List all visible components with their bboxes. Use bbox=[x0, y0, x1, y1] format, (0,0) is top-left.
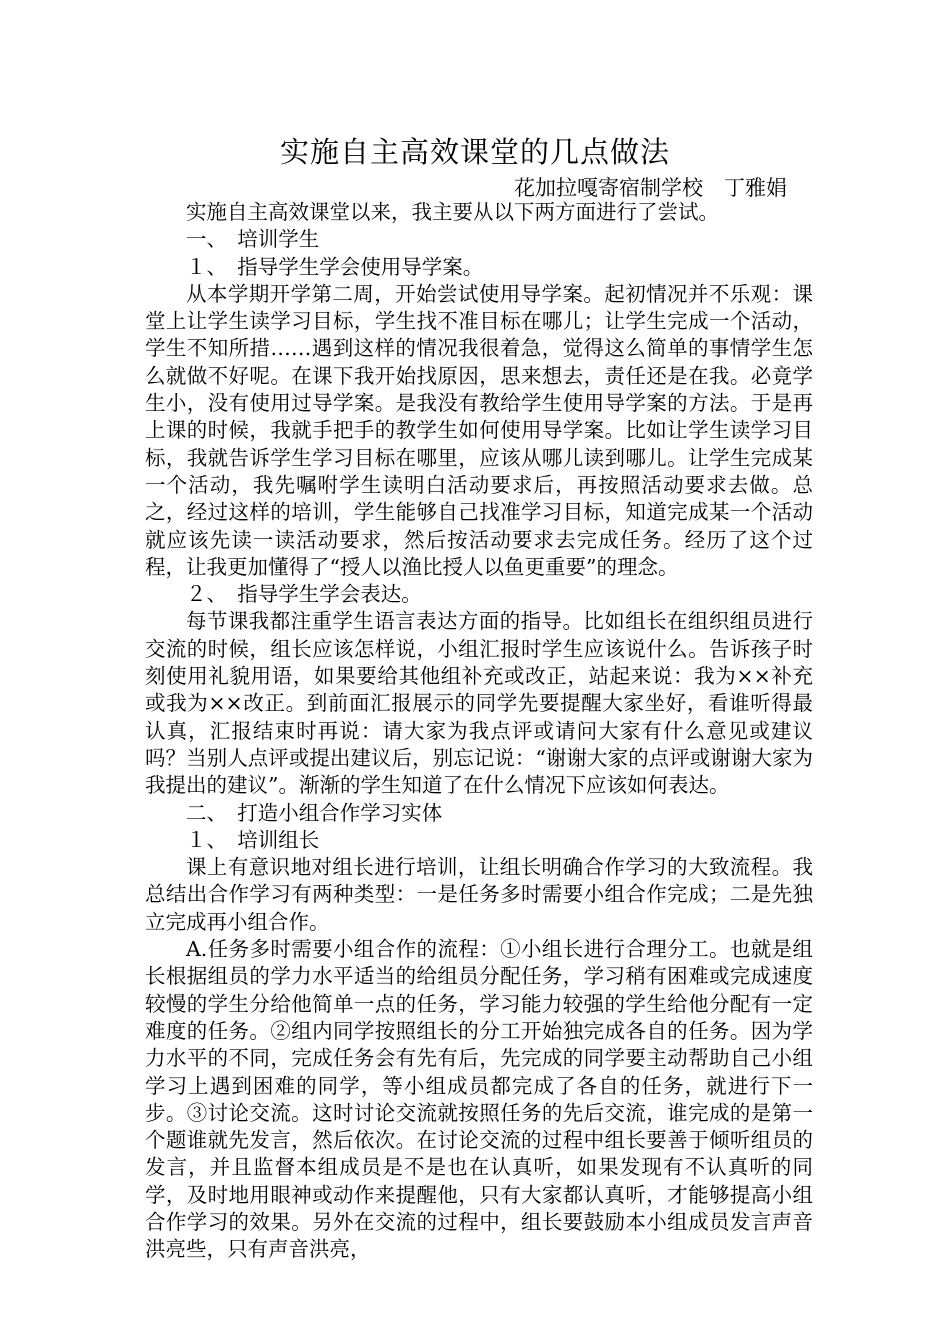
document-title: 实施自主高效课堂的几点做法 bbox=[279, 135, 670, 169]
paragraph: 从本学期开学第二周，开始尝试使用导学案。起初情况并不乐观：课堂上让学生读学习目标，学生找不准目标在哪儿；让学生完成一个活动，学生不知所措……遇到这样的情况我很着急，觉得这么简单的事情学生怎么就做不好呢。在课下我开始找原因，思来想去，责任还是在我。必竟学生小，没有使用过导学案。是我没有教给学生使用导学案的方法。于是再上课的时候，我就手把手的教学生如何使用导学案。比如让学生读学习目标，我就告诉学生学习目标在哪里，应该从哪儿读到哪儿。让学生完成某一个活动，我先嘱咐学生读明白活动要求后，再按照活动要求去做。总之，经过这样的培训，学生能够自己找准学习目标，知道完成某一个活动就应该先读一读活动要求，然后按活动要求去完成任务。经历了这个过程，让我更加懂得了“授人以渔比授人以鱼更重要”的理念。 bbox=[145, 281, 813, 579]
paragraph: 课上有意识地对组长进行培训，让组长明确合作学习的大致流程。我总结出合作学习有两种类型：一是任务多时需要小组合作完成；二是先独立完成再小组合作。 bbox=[145, 855, 813, 934]
paragraph: 实施自主高效课堂以来，我主要从以下两方面进行了尝试。 bbox=[186, 200, 719, 224]
subsection-heading: １、 指导学生学会使用导学案。 bbox=[186, 254, 484, 279]
paragraph: A.任务多时需要小组合作的流程：①小组长进行合理分工。也就是组长根据组员的学力水平适当的给组员分配任务，学习稍有困难或完成速度较慢的学生分给他简单一点的任务，学习能力较强的学生给他分配有一定难度的任务。②组内同学按照组长的分工开始独完成各自的任务。因为学力水平的不同，完成任务会有先有后，先完成的同学要主动帮助自己小组学习上遇到困难的同学，等小组成员都完成了各自的任务，就进行下一步。③讨论交流。这时讨论交流就按照任务的先后交流，谁完成的是第一个题谁就先发言，然后依次。在讨论交流的过程中组长要善于倾听组员的发言，并且监督本组成员是不是也在认真听，如果发现有不认真听的同学，及时地用眼神或动作来提醒他，只有大家都认真听，才能够提高小组合作学习的效果。另外在交流的过程中，组长要鼓励本小组成员发言声音洪亮些，只有声音洪亮， bbox=[145, 937, 813, 1262]
author-line: 花加拉嘎寄宿制学校 丁雅娟 bbox=[514, 176, 787, 200]
document-body bbox=[145, 199, 813, 1264]
subsection-heading: ２、 指导学生学会表达。 bbox=[186, 582, 422, 607]
section-heading: 二、 打造小组合作学习实体 bbox=[186, 800, 443, 825]
subsection-heading: １、 培训组长 bbox=[186, 827, 320, 852]
paragraph: 每节课我都注重学生语言表达方面的指导。比如组长在组织组员进行交流的时候，组长应该怎样说，小组汇报时学生应该说什么。告诉孩子时刻使用礼貌用语，如果要给其他组补充或改正，站起来说：我为××补充或我为××改正。到前面汇报展示的同学先要提醒大家坐好，看谁听得最认真，汇报结束时再说：请大家为我点评或请问大家有什么意见或建议吗？当别人点评或提出建议后，别忘记说：“谢谢大家的点评或谢谢大家为我提出的建议”。渐渐的学生知道了在什么情况下应该如何表达。 bbox=[145, 609, 813, 798]
section-heading: 一、 培训学生 bbox=[186, 227, 320, 252]
